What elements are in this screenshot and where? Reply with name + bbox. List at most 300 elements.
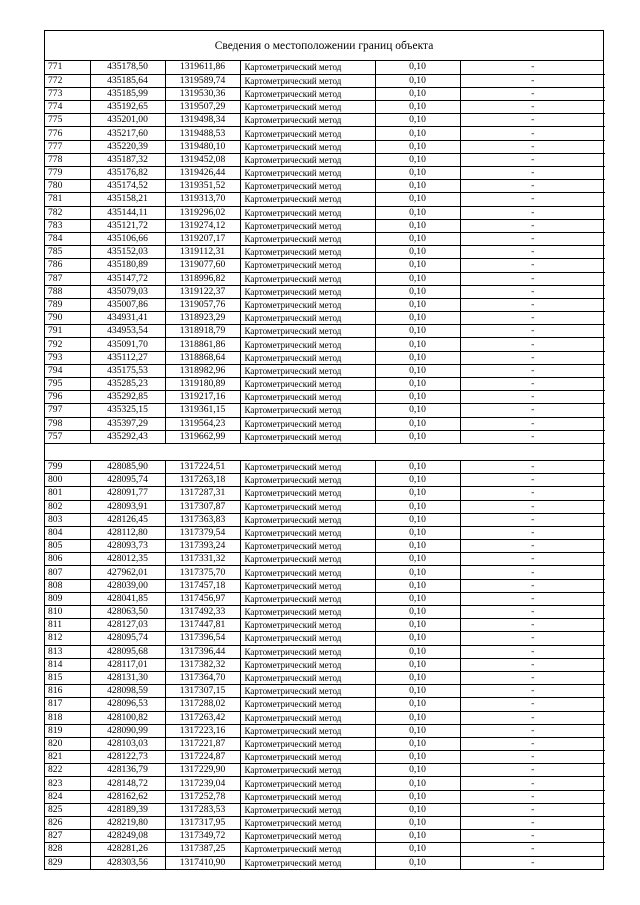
description-cell: -	[460, 378, 605, 391]
description-cell: -	[460, 803, 605, 816]
coordinates-table	[45, 61, 605, 869]
method-cell: Картометрический метод	[240, 74, 375, 87]
method-cell: Картометрический метод	[240, 606, 375, 619]
point-number: 811	[45, 619, 90, 632]
method-cell: Картометрический метод	[240, 259, 375, 272]
point-number: 823	[45, 777, 90, 790]
accuracy-cell: 0,10	[375, 127, 460, 140]
table-row	[45, 632, 605, 645]
table-row	[45, 764, 605, 777]
accuracy-cell: 0,10	[375, 513, 460, 526]
coord-y: 1317364,70	[165, 671, 240, 684]
coord-y: 1319180,89	[165, 378, 240, 391]
coord-y: 1317349,72	[165, 830, 240, 843]
accuracy-cell: 0,10	[375, 619, 460, 632]
coord-x: 435292,43	[90, 430, 165, 443]
coord-y: 1319662,99	[165, 430, 240, 443]
accuracy-cell: 0,10	[375, 74, 460, 87]
table-row	[45, 658, 605, 671]
method-cell: Картометрический метод	[240, 206, 375, 219]
point-number: 812	[45, 632, 90, 645]
boundary-contour-1	[45, 61, 605, 443]
table-row	[45, 87, 605, 100]
description-cell: -	[460, 671, 605, 684]
coord-x: 435217,60	[90, 127, 165, 140]
point-number: 813	[45, 645, 90, 658]
coord-y: 1318868,64	[165, 351, 240, 364]
method-cell: Картометрический метод	[240, 632, 375, 645]
accuracy-cell: 0,10	[375, 737, 460, 750]
table-row	[45, 417, 605, 430]
description-cell: -	[460, 843, 605, 856]
coord-x: 435152,03	[90, 246, 165, 259]
accuracy-cell: 0,10	[375, 487, 460, 500]
description-cell: -	[460, 404, 605, 417]
table-row	[45, 460, 605, 473]
point-number: 825	[45, 803, 90, 816]
coord-x: 435112,27	[90, 351, 165, 364]
method-cell: Картометрический метод	[240, 737, 375, 750]
table-row	[45, 325, 605, 338]
accuracy-cell: 0,10	[375, 193, 460, 206]
document-title: Сведения о местоположении границ объекта	[45, 31, 603, 61]
point-number: 772	[45, 74, 90, 87]
description-cell: -	[460, 219, 605, 232]
accuracy-cell: 0,10	[375, 777, 460, 790]
description-cell: -	[460, 553, 605, 566]
description-cell: -	[460, 566, 605, 579]
method-cell: Картометрический метод	[240, 272, 375, 285]
coord-y: 1318918,79	[165, 325, 240, 338]
table-row	[45, 724, 605, 737]
method-cell: Картометрический метод	[240, 751, 375, 764]
point-number: 784	[45, 232, 90, 245]
coord-y: 1319313,70	[165, 193, 240, 206]
point-number: 824	[45, 790, 90, 803]
description-cell: -	[460, 487, 605, 500]
method-cell: Картометрический метод	[240, 232, 375, 245]
coord-x: 428091,77	[90, 487, 165, 500]
point-number: 808	[45, 579, 90, 592]
method-cell: Картометрический метод	[240, 430, 375, 443]
point-number: 801	[45, 487, 90, 500]
accuracy-cell: 0,10	[375, 430, 460, 443]
description-cell: -	[460, 325, 605, 338]
table-row	[45, 61, 605, 74]
coord-x: 435325,15	[90, 404, 165, 417]
method-cell: Картометрический метод	[240, 219, 375, 232]
accuracy-cell: 0,10	[375, 526, 460, 539]
point-number: 783	[45, 219, 90, 232]
method-cell: Картометрический метод	[240, 127, 375, 140]
method-cell: Картометрический метод	[240, 87, 375, 100]
table-row	[45, 232, 605, 245]
coord-x: 428249,08	[90, 830, 165, 843]
boundary-contour-2	[45, 460, 605, 869]
point-number: 774	[45, 101, 90, 114]
point-number: 781	[45, 193, 90, 206]
description-cell: -	[460, 193, 605, 206]
coord-x: 435201,00	[90, 114, 165, 127]
method-cell: Картометрический метод	[240, 153, 375, 166]
accuracy-cell: 0,10	[375, 803, 460, 816]
coord-y: 1319351,52	[165, 180, 240, 193]
table-row	[45, 737, 605, 750]
method-cell: Картометрический метод	[240, 364, 375, 377]
point-number: 798	[45, 417, 90, 430]
method-cell: Картометрический метод	[240, 460, 375, 473]
table-row	[45, 830, 605, 843]
method-cell: Картометрический метод	[240, 685, 375, 698]
method-cell: Картометрический метод	[240, 487, 375, 500]
coord-x: 428303,56	[90, 856, 165, 869]
point-number: 776	[45, 127, 90, 140]
description-cell: -	[460, 61, 605, 74]
point-number: 791	[45, 325, 90, 338]
description-cell: -	[460, 101, 605, 114]
accuracy-cell: 0,10	[375, 856, 460, 869]
table-row	[45, 487, 605, 500]
point-number: 804	[45, 526, 90, 539]
coord-y: 1319488,53	[165, 127, 240, 140]
accuracy-cell: 0,10	[375, 298, 460, 311]
method-cell: Картометрический метод	[240, 777, 375, 790]
coord-y: 1317492,33	[165, 606, 240, 619]
coord-x: 428085,90	[90, 460, 165, 473]
method-cell: Картометрический метод	[240, 474, 375, 487]
accuracy-cell: 0,10	[375, 579, 460, 592]
coord-x: 428041,85	[90, 592, 165, 605]
coord-x: 435106,66	[90, 232, 165, 245]
coord-y: 1317307,87	[165, 500, 240, 513]
method-cell: Картометрический метод	[240, 391, 375, 404]
table-row	[45, 246, 605, 259]
description-cell: -	[460, 74, 605, 87]
coord-y: 1317263,42	[165, 711, 240, 724]
coord-y: 1319452,08	[165, 153, 240, 166]
accuracy-cell: 0,10	[375, 153, 460, 166]
method-cell: Картометрический метод	[240, 378, 375, 391]
table-row	[45, 167, 605, 180]
method-cell: Картометрический метод	[240, 246, 375, 259]
description-cell: -	[460, 140, 605, 153]
point-number: 815	[45, 671, 90, 684]
point-number: 828	[45, 843, 90, 856]
coord-x: 428126,45	[90, 513, 165, 526]
description-cell: -	[460, 351, 605, 364]
table-row	[45, 364, 605, 377]
point-number: 796	[45, 391, 90, 404]
description-cell: -	[460, 817, 605, 830]
coord-x: 435185,64	[90, 74, 165, 87]
method-cell: Картометрический метод	[240, 351, 375, 364]
description-cell: -	[460, 259, 605, 272]
method-cell: Картометрический метод	[240, 698, 375, 711]
coord-x: 435007,86	[90, 298, 165, 311]
accuracy-cell: 0,10	[375, 378, 460, 391]
coord-x: 435187,32	[90, 153, 165, 166]
description-cell: -	[460, 540, 605, 553]
description-cell: -	[460, 167, 605, 180]
point-number: 819	[45, 724, 90, 737]
accuracy-cell: 0,10	[375, 671, 460, 684]
coord-x: 427962,01	[90, 566, 165, 579]
point-number: 792	[45, 338, 90, 351]
table-row	[45, 513, 605, 526]
coord-y: 1317317,95	[165, 817, 240, 830]
point-number: 787	[45, 272, 90, 285]
point-number: 803	[45, 513, 90, 526]
method-cell: Картометрический метод	[240, 500, 375, 513]
description-cell: -	[460, 830, 605, 843]
coord-y: 1319530,36	[165, 87, 240, 100]
method-cell: Картометрический метод	[240, 298, 375, 311]
table-row	[45, 474, 605, 487]
coord-y: 1317382,32	[165, 658, 240, 671]
point-number: 826	[45, 817, 90, 830]
table-row	[45, 285, 605, 298]
coord-y: 1319361,15	[165, 404, 240, 417]
coord-x: 428100,82	[90, 711, 165, 724]
coord-x: 435285,23	[90, 378, 165, 391]
coord-y: 1317379,54	[165, 526, 240, 539]
method-cell: Картометрический метод	[240, 325, 375, 338]
point-number: 793	[45, 351, 90, 364]
point-number: 782	[45, 206, 90, 219]
table-row	[45, 698, 605, 711]
accuracy-cell: 0,10	[375, 312, 460, 325]
accuracy-cell: 0,10	[375, 566, 460, 579]
coord-x: 428131,30	[90, 671, 165, 684]
description-cell: -	[460, 658, 605, 671]
coord-x: 428219,80	[90, 817, 165, 830]
coord-y: 1317224,87	[165, 751, 240, 764]
accuracy-cell: 0,10	[375, 553, 460, 566]
method-cell: Картометрический метод	[240, 764, 375, 777]
point-number: 790	[45, 312, 90, 325]
coord-y: 1319077,60	[165, 259, 240, 272]
coord-x: 435158,21	[90, 193, 165, 206]
coord-x: 435180,89	[90, 259, 165, 272]
coord-y: 1319498,34	[165, 114, 240, 127]
table-row	[45, 711, 605, 724]
table-row	[45, 645, 605, 658]
table-row	[45, 312, 605, 325]
accuracy-cell: 0,10	[375, 751, 460, 764]
coord-y: 1319564,23	[165, 417, 240, 430]
accuracy-cell: 0,10	[375, 101, 460, 114]
description-cell: -	[460, 500, 605, 513]
table-row	[45, 856, 605, 869]
description-cell: -	[460, 619, 605, 632]
accuracy-cell: 0,10	[375, 711, 460, 724]
coord-x: 428103,03	[90, 737, 165, 750]
method-cell: Картометрический метод	[240, 843, 375, 856]
coord-x: 428098,59	[90, 685, 165, 698]
table-row	[45, 526, 605, 539]
coord-y: 1317283,53	[165, 803, 240, 816]
contour-separator	[45, 443, 605, 460]
point-number: 757	[45, 430, 90, 443]
description-cell: -	[460, 790, 605, 803]
point-number: 785	[45, 246, 90, 259]
coord-x: 428127,03	[90, 619, 165, 632]
method-cell: Картометрический метод	[240, 566, 375, 579]
method-cell: Картометрический метод	[240, 711, 375, 724]
coord-x: 428095,68	[90, 645, 165, 658]
table-row	[45, 180, 605, 193]
coord-x: 435192,65	[90, 101, 165, 114]
coord-x: 428148,72	[90, 777, 165, 790]
point-number: 805	[45, 540, 90, 553]
method-cell: Картометрический метод	[240, 830, 375, 843]
coord-y: 1317287,31	[165, 487, 240, 500]
method-cell: Картометрический метод	[240, 540, 375, 553]
description-cell: -	[460, 698, 605, 711]
coord-x: 435121,72	[90, 219, 165, 232]
table-row	[45, 592, 605, 605]
coord-y: 1318982,96	[165, 364, 240, 377]
point-number: 777	[45, 140, 90, 153]
accuracy-cell: 0,10	[375, 685, 460, 698]
coord-x: 428095,74	[90, 632, 165, 645]
coord-x: 428090,99	[90, 724, 165, 737]
separator-row	[45, 443, 605, 460]
accuracy-cell: 0,10	[375, 790, 460, 803]
description-cell: -	[460, 579, 605, 592]
coord-x: 435220,39	[90, 140, 165, 153]
accuracy-cell: 0,10	[375, 325, 460, 338]
coord-y: 1317375,70	[165, 566, 240, 579]
table-row	[45, 579, 605, 592]
coord-x: 428122,73	[90, 751, 165, 764]
accuracy-cell: 0,10	[375, 259, 460, 272]
description-cell: -	[460, 285, 605, 298]
point-number: 795	[45, 378, 90, 391]
accuracy-cell: 0,10	[375, 364, 460, 377]
accuracy-cell: 0,10	[375, 474, 460, 487]
accuracy-cell: 0,10	[375, 180, 460, 193]
coord-y: 1317456,97	[165, 592, 240, 605]
point-number: 780	[45, 180, 90, 193]
accuracy-cell: 0,10	[375, 592, 460, 605]
method-cell: Картометрический метод	[240, 338, 375, 351]
method-cell: Картометрический метод	[240, 724, 375, 737]
accuracy-cell: 0,10	[375, 606, 460, 619]
description-cell: -	[460, 592, 605, 605]
description-cell: -	[460, 114, 605, 127]
description-cell: -	[460, 737, 605, 750]
accuracy-cell: 0,10	[375, 167, 460, 180]
coord-y: 1317224,51	[165, 460, 240, 473]
description-cell: -	[460, 645, 605, 658]
coord-x: 435185,99	[90, 87, 165, 100]
point-number: 788	[45, 285, 90, 298]
description-cell: -	[460, 206, 605, 219]
coord-y: 1317223,16	[165, 724, 240, 737]
accuracy-cell: 0,10	[375, 830, 460, 843]
point-number: 807	[45, 566, 90, 579]
table-row	[45, 606, 605, 619]
coord-x: 435176,82	[90, 167, 165, 180]
table-row	[45, 127, 605, 140]
coord-y: 1317387,25	[165, 843, 240, 856]
coord-y: 1317331,32	[165, 553, 240, 566]
point-number: 821	[45, 751, 90, 764]
accuracy-cell: 0,10	[375, 500, 460, 513]
method-cell: Картометрический метод	[240, 579, 375, 592]
coord-x: 428162,62	[90, 790, 165, 803]
accuracy-cell: 0,10	[375, 404, 460, 417]
coord-x: 428096,53	[90, 698, 165, 711]
coord-x: 428039,00	[90, 579, 165, 592]
method-cell: Картометрический метод	[240, 790, 375, 803]
description-cell: -	[460, 87, 605, 100]
description-cell: -	[460, 526, 605, 539]
description-cell: -	[460, 764, 605, 777]
table-row	[45, 193, 605, 206]
table-row	[45, 351, 605, 364]
coord-y: 1318996,82	[165, 272, 240, 285]
coord-y: 1319480,10	[165, 140, 240, 153]
method-cell: Картометрический метод	[240, 285, 375, 298]
table-row	[45, 751, 605, 764]
description-cell: -	[460, 232, 605, 245]
table-row	[45, 298, 605, 311]
coord-x: 428012,35	[90, 553, 165, 566]
point-number: 794	[45, 364, 90, 377]
coord-y: 1317447,81	[165, 619, 240, 632]
coord-y: 1317288,02	[165, 698, 240, 711]
description-cell: -	[460, 513, 605, 526]
point-number: 817	[45, 698, 90, 711]
coord-x: 435292,85	[90, 391, 165, 404]
coord-x: 428093,73	[90, 540, 165, 553]
accuracy-cell: 0,10	[375, 219, 460, 232]
accuracy-cell: 0,10	[375, 338, 460, 351]
table-row	[45, 619, 605, 632]
coord-x: 428112,80	[90, 526, 165, 539]
description-cell: -	[460, 180, 605, 193]
accuracy-cell: 0,10	[375, 61, 460, 74]
method-cell: Картометрический метод	[240, 61, 375, 74]
accuracy-cell: 0,10	[375, 417, 460, 430]
method-cell: Картометрический метод	[240, 180, 375, 193]
method-cell: Картометрический метод	[240, 658, 375, 671]
table-row	[45, 206, 605, 219]
table-row	[45, 404, 605, 417]
table-row	[45, 140, 605, 153]
accuracy-cell: 0,10	[375, 87, 460, 100]
accuracy-cell: 0,10	[375, 817, 460, 830]
coord-y: 1317393,24	[165, 540, 240, 553]
accuracy-cell: 0,10	[375, 285, 460, 298]
coord-y: 1317307,15	[165, 685, 240, 698]
table-row	[45, 153, 605, 166]
description-cell: -	[460, 474, 605, 487]
table-row	[45, 790, 605, 803]
table-row	[45, 671, 605, 684]
coord-y: 1319217,16	[165, 391, 240, 404]
table-row	[45, 777, 605, 790]
point-number: 799	[45, 460, 90, 473]
point-number: 778	[45, 153, 90, 166]
description-cell: -	[460, 632, 605, 645]
coord-y: 1319507,29	[165, 101, 240, 114]
method-cell: Картометрический метод	[240, 513, 375, 526]
method-cell: Картометрический метод	[240, 553, 375, 566]
method-cell: Картометрический метод	[240, 645, 375, 658]
